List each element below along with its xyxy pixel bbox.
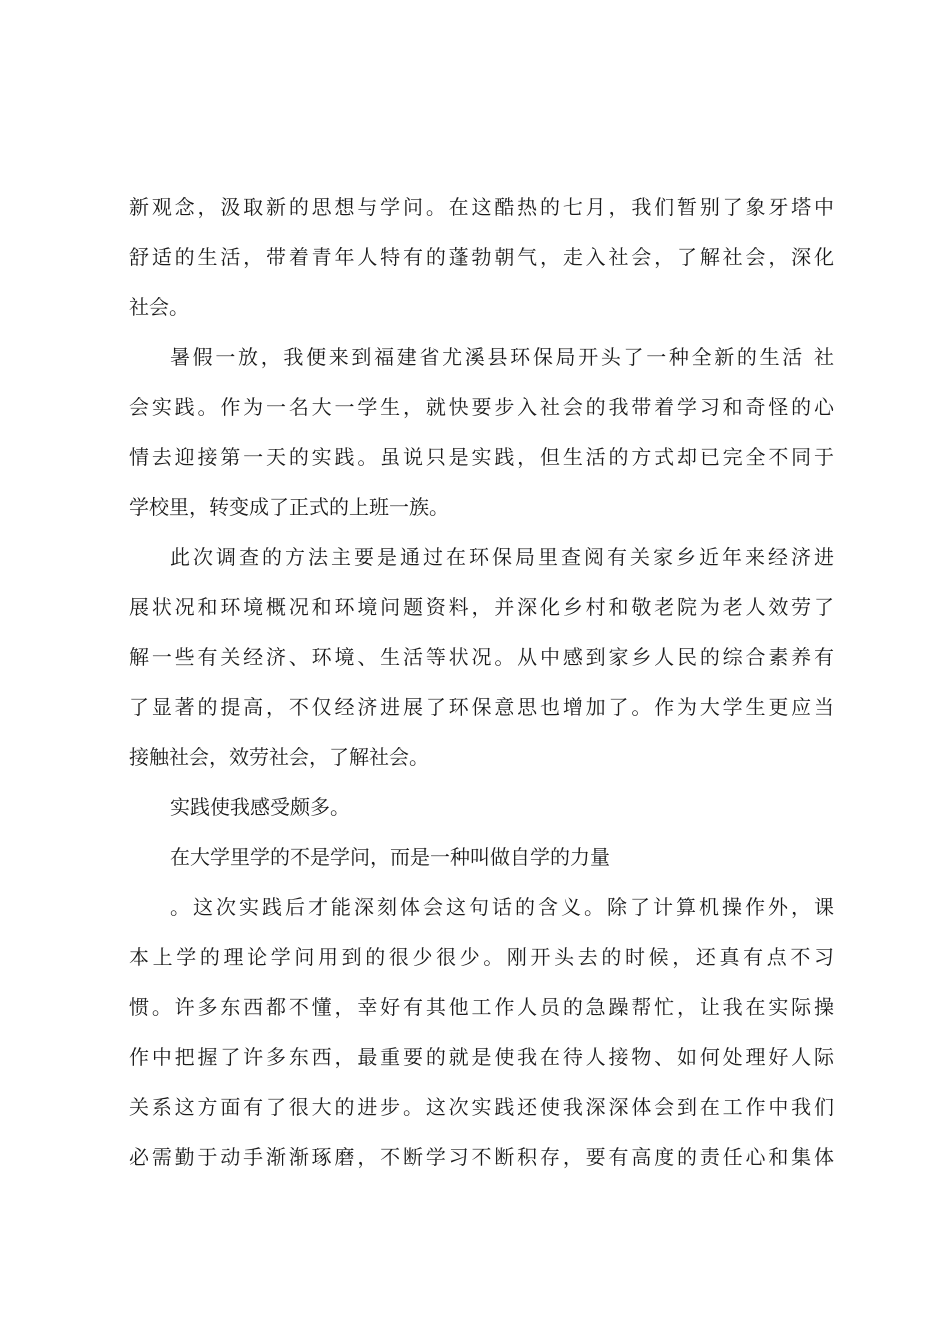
text-line: 实践使我感受颇多。 — [170, 795, 350, 819]
text-line: 。这次实践后才能深刻体会这句话的含义。除了计算机操作外，课 — [170, 895, 834, 919]
text-line: 情去迎接第一天的实践。虽说只是实践，但生活的方式却已完全不同于 — [129, 445, 834, 469]
text-line: 必需勤于动手渐渐琢磨，不断学习不断积存，要有高度的责任心和集体 — [129, 1145, 834, 1169]
text-line: 社会。 — [129, 295, 189, 319]
text-line: 展状况和环境概况和环境问题资料，并深化乡村和敬老院为老人效劳了 — [129, 595, 834, 619]
text-line: 暑假一放，我便来到福建省尤溪县环保局开头了一种全新的生活 社 — [170, 345, 834, 369]
body-text — [129, 182, 834, 1182]
text-line: 此次调查的方法主要是通过在环保局里查阅有关家乡近年来经济进 — [170, 545, 834, 569]
text-line: 关系这方面有了很大的进步。这次实践还使我深深体会到在工作中我们 — [129, 1095, 834, 1119]
text-line: 舒适的生活，带着青年人特有的蓬勃朝气，走入社会，了解社会，深化 — [129, 245, 834, 269]
text-line: 惯。许多东西都不懂，幸好有其他工作人员的急躁帮忙，让我在实际操 — [129, 995, 834, 1019]
text-line: 接触社会，效劳社会，了解社会。 — [129, 745, 429, 769]
text-line: 在大学里学的不是学问，而是一种叫做自学的力量 — [170, 845, 610, 869]
text-line: 了显著的提高，不仅经济进展了环保意思也增加了。作为大学生更应当 — [129, 695, 834, 719]
text-line: 会实践。作为一名大一学生，就快要步入社会的我带着学习和奇怪的心 — [129, 395, 834, 419]
text-line: 解一些有关经济、环境、生活等状况。从中感到家乡人民的综合素养有 — [129, 645, 834, 669]
text-line: 本上学的理论学问用到的很少很少。刚开头去的时候，还真有点不习 — [129, 945, 834, 969]
text-line: 学校里，转变成了正式的上班一族。 — [129, 495, 449, 519]
text-line: 新观念，汲取新的思想与学问。在这酷热的七月，我们暂别了象牙塔中 — [129, 195, 834, 219]
text-line: 作中把握了许多东西，最重要的就是使我在待人接物、如何处理好人际 — [129, 1045, 834, 1069]
